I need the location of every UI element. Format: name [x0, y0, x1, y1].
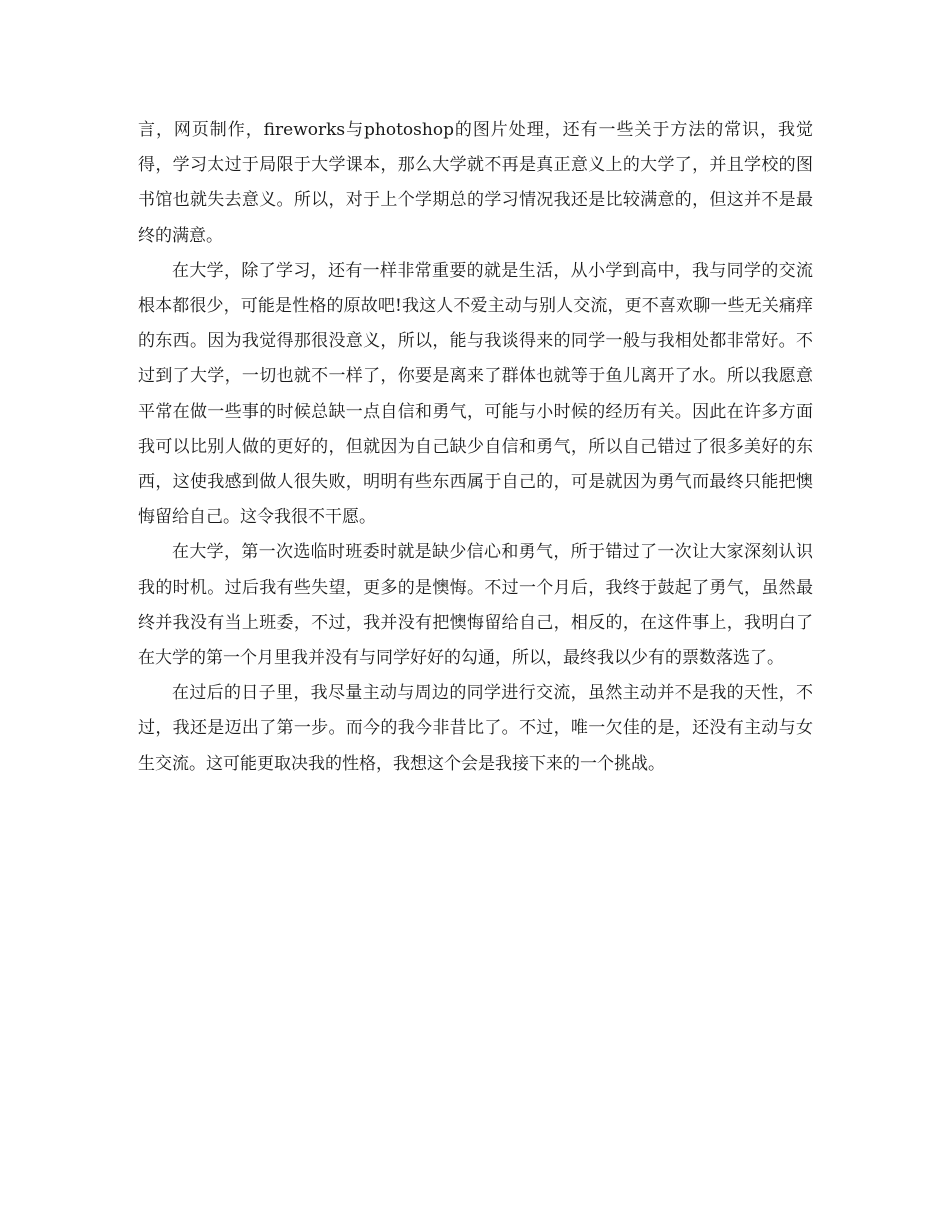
paragraph-2: 在大学，除了学习，还有一样非常重要的就是生活，从小学到高中，我与同学的交流根本都很少，可能是性格的原故吧!我这人不爱主动与别人交流，更不喜欢聊一些无关痛痒的东西。因为我觉得那很没意义，所以，能与我谈得来的同学一般与我相处都非常好。不过到了大学，一切也就不一样了，你要是离来了群体也就等于鱼儿离开了水。所以我愿意平常在做一些事的时候总缺一点自信和勇气，可能与小时候的经历有关。因此在许多方面我可以比别人做的更好的，但就因为自己缺少自信和勇气，所以自己错过了很多美好的东西，这使我感到做人很失败，明明有些东西属于自己的，可是就因为勇气而最终只能把懊悔留给自己。这令我很不干愿。: [138, 260, 813, 528]
document-body: [138, 113, 813, 782]
paragraph-4: 在过后的日子里，我尽量主动与周边的同学进行交流，虽然主动并不是我的天性，不过，我还是迈出了第一步。而今的我今非昔比了。不过，唯一欠佳的是，还没有主动与女生交流。这可能更取决我的性格，我想这个会是我接下来的一个挑战。: [138, 683, 813, 774]
paragraph-3: 在大学，第一次选临时班委时就是缺少信心和勇气，所于错过了一次让大家深刻认识我的时机。过后我有些失望，更多的是懊悔。不过一个月后，我终于鼓起了勇气，虽然最终并我没有当上班委，不过，我并没有把懊悔留给自己，相反的，在这件事上，我明白了在大学的第一个月里我并没有与同学好好的勾通，所以，最终我以少有的票数落选了。: [138, 542, 813, 669]
paragraph-1: 言，网页制作，fireworks与photoshop的图片处理，还有一些关于方法的常识，我觉得，学习太过于局限于大学课本，那么大学就不再是真正意义上的大学了，并且学校的图书馆也就失去意义。所以，对于上个学期总的学习情况我还是比较满意的，但这并不是最终的满意。: [138, 120, 813, 246]
